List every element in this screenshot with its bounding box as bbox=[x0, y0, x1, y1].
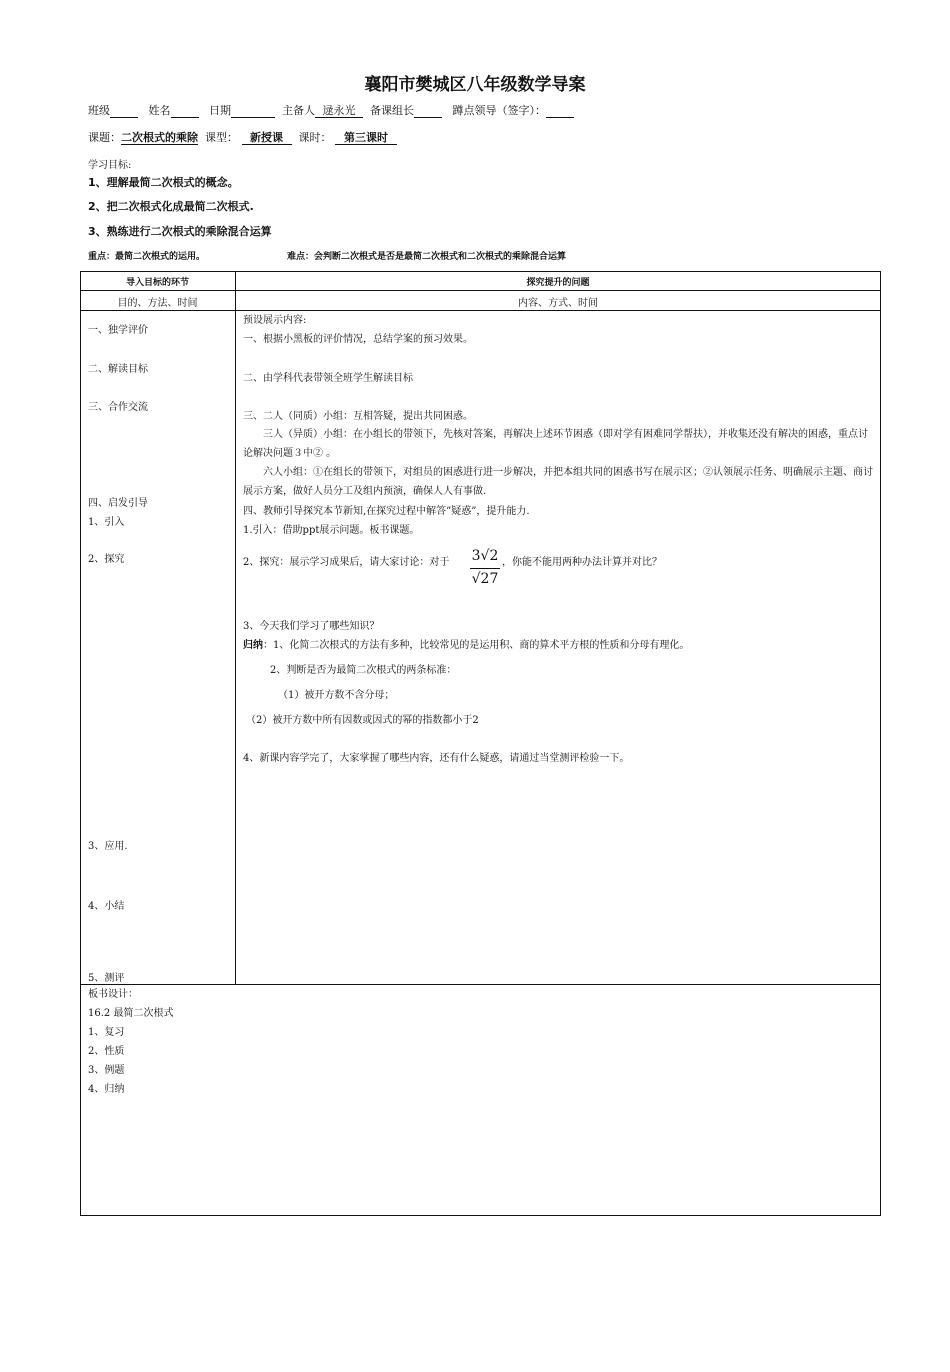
board-item: 4、归纳 bbox=[88, 1084, 125, 1095]
board-item: 2、性质 bbox=[88, 1046, 125, 1057]
objective-item: 3、熟练进行二次根式的乘除混合运算 bbox=[88, 225, 272, 238]
col1-header: 导入目标的环节 bbox=[125, 278, 189, 288]
content-paragraph: 二、由学科代表带领全班学生解读目标 bbox=[243, 373, 413, 384]
content-paragraph: 三、二人（同质）小组：互相答疑，提出共同困惑。 bbox=[243, 411, 473, 422]
page-title: 襄阳市樊城区八年级数学导案 bbox=[364, 75, 586, 95]
fraction-numerator: 3√2 bbox=[471, 548, 499, 564]
content-paragraph: 六人小组：①在组长的带领下，对组员的困惑进行进一步解决，并把本组共同的困惑书写在展示区；②认领展示任务、明确展示主题、商讨展示方案，做好人员分工及组内预演，确保人人有事做. bbox=[243, 467, 873, 497]
stage-label: 3、应用. bbox=[88, 841, 128, 852]
class-blank[interactable] bbox=[110, 104, 138, 118]
objective-item: 1、理解最简二次根式的概念。 bbox=[88, 176, 239, 189]
group-leader-label: 备课组长 bbox=[370, 104, 414, 117]
content-paragraph: 4、新课内容学完了，大家掌握了哪些内容，还有什么疑惑，请通过当堂测评检验一下。 bbox=[243, 753, 630, 764]
date-blank[interactable] bbox=[231, 104, 275, 118]
stage-label: 四、启发引导 bbox=[88, 498, 148, 509]
board-item: 16.2 最简二次根式 bbox=[88, 1008, 174, 1019]
board-item: 3、例题 bbox=[88, 1065, 125, 1076]
stage-label: 4、小结 bbox=[88, 901, 125, 912]
content-paragraph: （2）被开方数中所有因数或因式的幂的指数都小于2 bbox=[246, 715, 479, 726]
objective-item: 2、把二次根式化成最简二次根式. bbox=[88, 200, 254, 213]
class-label: 班级 bbox=[88, 104, 110, 117]
content-paragraph: ，你能不能用两种办法计算并对比？ bbox=[502, 557, 662, 568]
name-blank[interactable] bbox=[171, 104, 199, 118]
summary-line bbox=[243, 639, 689, 653]
col2-header: 探究提升的问题 bbox=[526, 278, 590, 288]
content-paragraph: 3、今天我们学习了哪些知识？ bbox=[243, 621, 380, 632]
content-paragraph: 一、根据小黑板的评价情况，总结学案的预习效果。 bbox=[243, 334, 473, 345]
name-label: 姓名 bbox=[148, 104, 171, 117]
preparer-value: 逯永光 bbox=[315, 104, 363, 118]
stage-label: 二、解读目标 bbox=[88, 364, 148, 375]
period-label: 课时： bbox=[298, 131, 332, 144]
content-paragraph: 2、判断是否为最简二次根式的两条标准： bbox=[270, 665, 457, 676]
content-paragraph: （1）被开方数不含分母； bbox=[278, 690, 395, 701]
stage-label: 2、探究 bbox=[88, 554, 125, 565]
stage-label: 5、测评 bbox=[88, 973, 125, 984]
supervisor-label: 蹲点领导（签字）： bbox=[452, 104, 546, 117]
stage-label: 一、独学评价 bbox=[88, 325, 148, 336]
summary-label: 归纳 bbox=[243, 640, 263, 651]
type-label: 课型： bbox=[205, 131, 238, 144]
stage-label: 三、合作交流 bbox=[88, 402, 148, 413]
course-line bbox=[88, 129, 397, 145]
preparer-label: 主备人 bbox=[282, 104, 315, 117]
topic-value: 二次根式的乘除 bbox=[121, 131, 198, 144]
supervisor-blank[interactable] bbox=[546, 104, 574, 118]
type-value: 新授课 bbox=[242, 131, 292, 145]
stage-label: 1、引入 bbox=[88, 517, 125, 528]
fraction-bar bbox=[470, 568, 500, 569]
content-paragraph: 四、教师引导探究本节新知,在探究过程中解答”疑惑”，提升能力. bbox=[243, 506, 530, 517]
preset-label: 预设展示内容: bbox=[243, 315, 307, 326]
key-point: 重点：最简二次根式的运用。 bbox=[88, 252, 206, 262]
info-line bbox=[88, 102, 574, 118]
col1-subheader: 目的、方法、时间 bbox=[117, 298, 198, 309]
col2-subheader: 内容、方式、时间 bbox=[518, 298, 598, 309]
period-value: 第三课时 bbox=[335, 131, 397, 145]
content-paragraph: 三人（异质）小组：在小组长的带领下，先核对答案，再解决上述环节困惑（即对学有困难同学帮扶），并收集还没有解决的困惑，重点讨论解决问题３中② 。 bbox=[243, 429, 868, 459]
board-heading: 板书设计： bbox=[88, 989, 138, 1000]
objectives-heading: 学习目标: bbox=[88, 160, 132, 171]
group-leader-blank[interactable] bbox=[414, 104, 442, 118]
content-paragraph: 1.引入：借助ppt展示问题。板书课题。 bbox=[243, 525, 420, 536]
board-item: 1、复习 bbox=[88, 1027, 125, 1038]
date-label: 日期 bbox=[209, 104, 231, 117]
main-table bbox=[80, 271, 881, 1216]
topic-label: 课题： bbox=[88, 131, 121, 144]
summary-text: ：1、化简二次根式的方法有多种，比较常见的是运用积、商的算术平方根的性质和分母有理化。 bbox=[263, 640, 690, 651]
difficulty: 难点：会判断二次根式是否是最简二次根式和二次根式的乘除混合运算 bbox=[287, 252, 567, 262]
content-paragraph: 2、探究：展示学习成果后，请大家讨论：对于 bbox=[243, 557, 450, 568]
fraction-denominator: √27 bbox=[471, 571, 499, 587]
